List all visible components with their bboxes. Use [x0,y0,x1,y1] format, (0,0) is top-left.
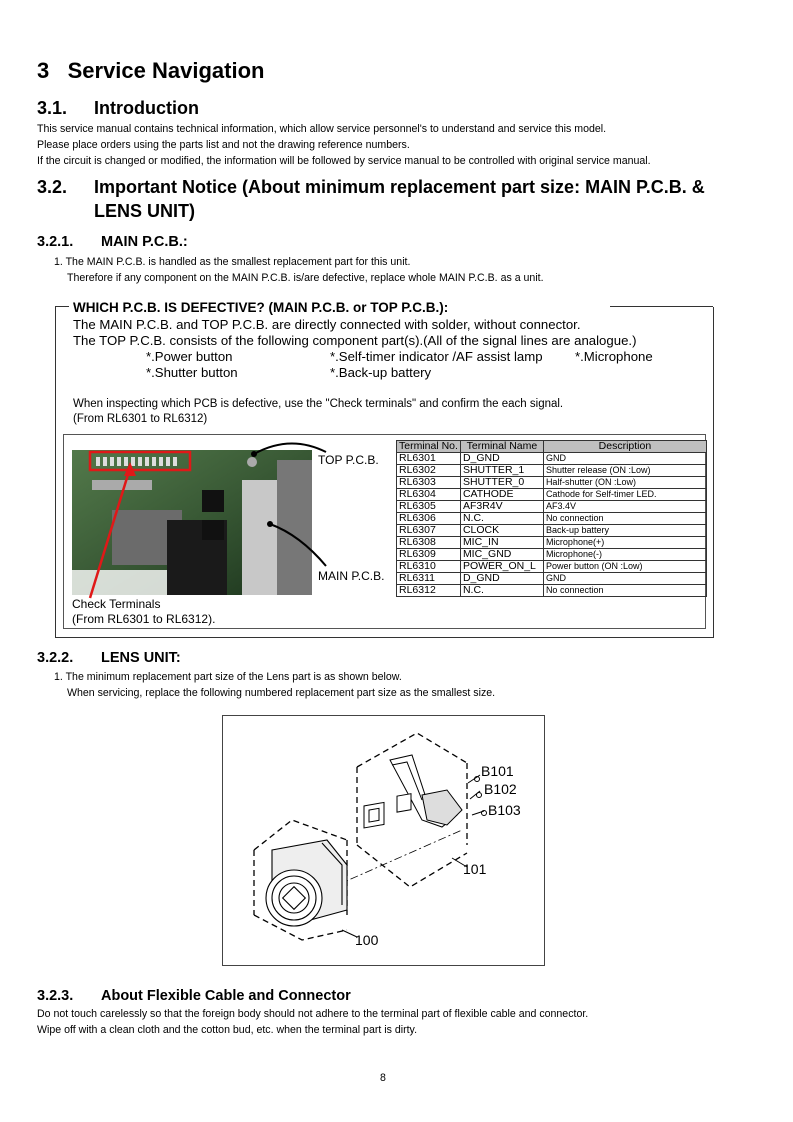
table-cell: Power button (ON :Low) [543,561,706,573]
table-cell: GND [543,573,706,585]
component-item: *.Power button [146,349,233,364]
component-item: *.Shutter button [146,365,238,380]
label-check-terminals: Check Terminals [72,597,161,611]
table-cell: AF3.4V [543,501,706,513]
table-cell: RL6303 [397,477,461,489]
terminal-table [396,440,707,597]
table-cell: RL6304 [397,489,461,501]
section-number: 3.1. [37,98,68,118]
defect-box-line-1: The MAIN P.C.B. and TOP P.C.B. are directly connected with solder, without connector. [73,317,581,332]
table-row [397,453,707,465]
table-cell: No connection [543,585,706,597]
table-cell: Shutter release (ON :Low) [543,465,706,477]
table-cell: Microphone(-) [543,549,706,561]
table-cell: MIC_IN [460,537,543,549]
component-item: *.Back-up battery [330,365,432,380]
table-cell: Back-up battery [543,525,706,537]
table-header-cell: Description [543,441,706,453]
main-pcb-line-2: Therefore if any component on the MAIN P.C.B. is/are defective, replace whole MAIN P.C.B. as a unit. [67,272,544,284]
table-header-row [397,441,707,453]
table-header-cell: Terminal Name [460,441,543,453]
subsection-title: MAIN P.C.B.: [101,234,188,250]
table-cell: D_GND [460,453,543,465]
table-cell: No connection [543,513,706,525]
table-row [397,585,707,597]
section-title-line-1: Important Notice (About minimum replacement part size: MAIN P.C.B. & [94,177,705,197]
subsection-number: 3.2.1. [37,234,74,250]
table-row [397,513,707,525]
table-row [397,477,707,489]
subsection-title: About Flexible Cable and Connector [101,988,351,1004]
table-cell: RL6306 [397,513,461,525]
lens-line-1: 1. The minimum replacement part size of the Lens part is as shown below. [54,671,402,683]
flex-line-2: Wipe off with a clean cloth and the cotton bud, etc. when the terminal part is dirty. [37,1024,418,1036]
table-cell: RL6308 [397,537,461,549]
lens-diagram [222,715,544,965]
table-cell: RL6305 [397,501,461,513]
component-item: *.Microphone [575,349,653,364]
lens-line-2: When servicing, replace the following numbered replacement part size as the smallest size. [67,687,496,699]
table-cell: RL6309 [397,549,461,561]
table-row [397,465,707,477]
table-row [397,525,707,537]
intro-line-1: This service manual contains technical information, which allow service personnel's to understand and service this model. [37,123,607,135]
label-check-range: (From RL6301 to RL6312). [72,612,216,626]
table-cell: N.C. [460,585,543,597]
table-cell: D_GND [460,573,543,585]
table-row [397,489,707,501]
terminal-table-body [397,453,707,597]
page-number: 8 [380,1072,386,1084]
table-cell: RL6311 [397,573,461,585]
table-cell: AF3R4V [460,501,543,513]
flex-line-1: Do not touch carelessly so that the foreign body should not adhere to the terminal part of flexible cable and connector. [37,1008,589,1020]
table-cell: POWER_ON_L [460,561,543,573]
inspect-line-1: When inspecting which PCB is defective, use the "Check terminals" and confirm the each signal. [73,398,564,410]
table-cell: RL6302 [397,465,461,477]
subsection-lens-heading [0,650,793,668]
section-number: 3.2. [37,177,68,197]
component-item: *.Self-timer indicator /AF assist lamp [330,349,543,364]
table-cell: CLOCK [460,525,543,537]
table-cell: Cathode for Self-timer LED. [543,489,706,501]
table-row [397,573,707,585]
defect-box-title: WHICH P.C.B. IS DEFECTIVE? (MAIN P.C.B. or TOP P.C.B.): [73,300,449,315]
table-cell: SHUTTER_1 [460,465,543,477]
table-row [397,501,707,513]
table-cell: Half-shutter (ON :Low) [543,477,706,489]
subsection-number: 3.2.2. [37,650,74,666]
table-cell: RL6312 [397,585,461,597]
table-cell: Microphone(+) [543,537,706,549]
callout-b102: B102 [484,781,517,797]
section-title: Introduction [94,98,199,118]
table-cell: RL6307 [397,525,461,537]
main-pcb-line-1: 1. The MAIN P.C.B. is handled as the smallest replacement part for this unit. [54,256,411,268]
intro-line-2: Please place orders using the parts list and not the drawing reference numbers. [37,139,410,151]
table-cell: CATHODE [460,489,543,501]
defect-box-line-2: The TOP P.C.B. consists of the following component part(s).(All of the signal lines are analogue.) [73,333,637,348]
table-row [397,537,707,549]
callout-b101: B101 [481,763,514,779]
table-cell: SHUTTER_0 [460,477,543,489]
table-header-cell: Terminal No. [397,441,461,453]
table-row [397,561,707,573]
subsection-flex-heading [0,988,793,1006]
section-title-line-2: LENS UNIT) [94,201,195,221]
subsection-number: 3.2.3. [37,988,74,1004]
table-cell: RL6301 [397,453,461,465]
table-cell: MIC_GND [460,549,543,561]
subsection-title: LENS UNIT: [101,650,181,666]
callout-100: 100 [355,932,379,948]
label-main-pcb: MAIN P.C.B. [318,569,385,583]
table-row [397,549,707,561]
chapter-title: Service Navigation [67,58,265,83]
inspect-line-2: (From RL6301 to RL6312) [73,413,208,425]
intro-line-3: If the circuit is changed or modified, the information will be followed by service manual to be controlled with original service manual. [37,155,651,167]
label-top-pcb: TOP P.C.B. [318,453,379,467]
chapter-number: 3 [37,58,50,83]
callout-101: 101 [463,861,487,877]
table-cell: GND [543,453,706,465]
table-cell: RL6310 [397,561,461,573]
table-cell: N.C. [460,513,543,525]
callout-b103: B103 [488,802,521,818]
